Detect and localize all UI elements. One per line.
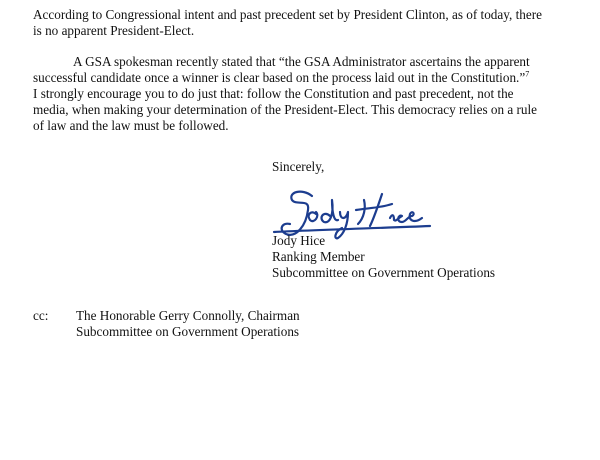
signer-committee: Subcommittee on Government Operations bbox=[272, 265, 496, 280]
cc-line-1: The Honorable Gerry Connolly, Chairman bbox=[76, 308, 300, 323]
closing: Sincerely, bbox=[272, 159, 325, 174]
cc-line-2: Subcommittee on Government Operations bbox=[76, 324, 300, 339]
footnote-marker: 7 bbox=[525, 69, 530, 79]
paragraph-1-line-1: According to Congressional intent and past precedent set by President Clinton, as of today, there bbox=[33, 7, 542, 22]
paragraph-2-line-1: A GSA spokesman recently stated that “the GSA Administrator ascertains the apparent bbox=[73, 54, 530, 69]
cc-label: cc: bbox=[33, 308, 49, 323]
signer-title: Ranking Member bbox=[272, 249, 365, 264]
paragraph-2-line-4: media, when making your determination of the President-Elect. This democracy relies on a rule bbox=[33, 102, 538, 117]
paragraph-1-line-2: is no apparent President-Elect. bbox=[33, 23, 195, 38]
paragraph-2-line-2 bbox=[33, 69, 529, 86]
signer-name: Jody Hice bbox=[272, 233, 326, 248]
paragraph-2-line-3: I strongly encourage you to do just that: follow the Constitution and past precedent, not the bbox=[33, 86, 514, 101]
paragraph-2-line-2-text: successful candidate once a winner is clear based on the process laid out in the Constitution.” bbox=[33, 70, 526, 85]
paragraph-2-line-5: of law and the law must be followed. bbox=[33, 118, 229, 133]
